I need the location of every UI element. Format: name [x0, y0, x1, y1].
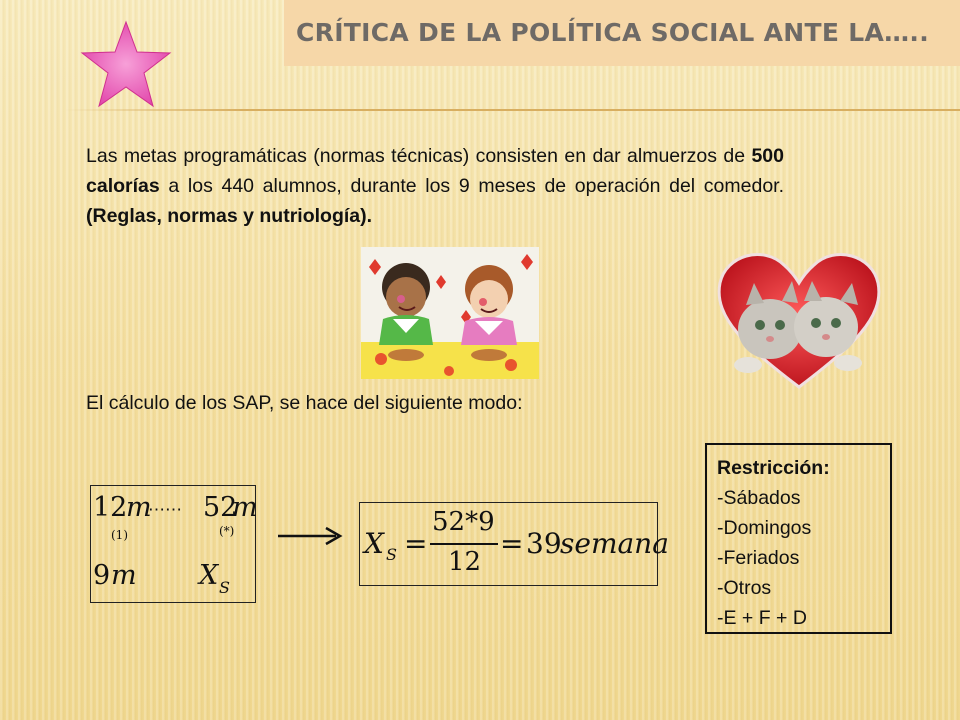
- rules-bold: (Reglas, normas y nutriología).: [86, 205, 373, 227]
- math-equals-1: =: [404, 527, 428, 560]
- math-x: X: [199, 560, 219, 591]
- math-52: 52: [203, 492, 238, 523]
- slide-title: CRÍTICA DE LA POLÍTICA SOCIAL ANTE LA…..: [296, 18, 929, 47]
- paragraph-text-2: a los 440 alumnos, durante los 9 meses de operación del comedor.: [159, 175, 784, 197]
- math-equals-2: =: [500, 527, 524, 560]
- math-m1: m: [126, 492, 152, 523]
- math-xs: X: [364, 527, 384, 560]
- pink-star-icon: [80, 20, 172, 108]
- math-denominator: 12: [448, 547, 482, 577]
- math-m2: m: [232, 492, 258, 523]
- math-result-word: semana: [560, 527, 669, 560]
- restrictions-heading: Restricción:: [717, 457, 830, 479]
- equation-box-left: [90, 485, 256, 603]
- calculation-intro: El cálculo de los SAP, se hace del siguiente modo:: [86, 392, 523, 414]
- restriction-item: -Domingos: [717, 517, 812, 539]
- math-dots: ⋯⋯: [148, 500, 182, 520]
- restriction-item: -E + F + D: [717, 607, 807, 629]
- paragraph-text-1: Las metas programáticas (normas técnicas) consisten en dar almuerzos de: [86, 145, 752, 167]
- title-divider: [64, 109, 960, 111]
- math-sub-star: (*): [219, 524, 235, 538]
- math-result-number: 39: [526, 527, 562, 560]
- math-9: 9: [93, 560, 111, 591]
- children-eating-illustration: [361, 247, 539, 379]
- main-paragraph: [86, 141, 784, 231]
- math-12: 12: [93, 492, 128, 523]
- math-m3: m: [111, 560, 137, 591]
- restriction-item: -Feriados: [717, 547, 800, 569]
- fraction-bar: [430, 543, 498, 545]
- equation-box-right: [359, 502, 669, 586]
- math-numerator: 52*9: [432, 507, 495, 537]
- right-arrow-icon: [276, 525, 344, 547]
- kittens-heart-illustration: [708, 243, 890, 391]
- math-xs-sub-right: S: [386, 545, 397, 564]
- math-xs-sub: S: [219, 578, 230, 597]
- math-sub-1: (1): [111, 528, 128, 542]
- calories-bold: 500 calorías: [86, 145, 784, 197]
- restriction-item: -Sábados: [717, 487, 801, 509]
- restriction-item: -Otros: [717, 577, 772, 599]
- restrictions-box: [705, 443, 892, 634]
